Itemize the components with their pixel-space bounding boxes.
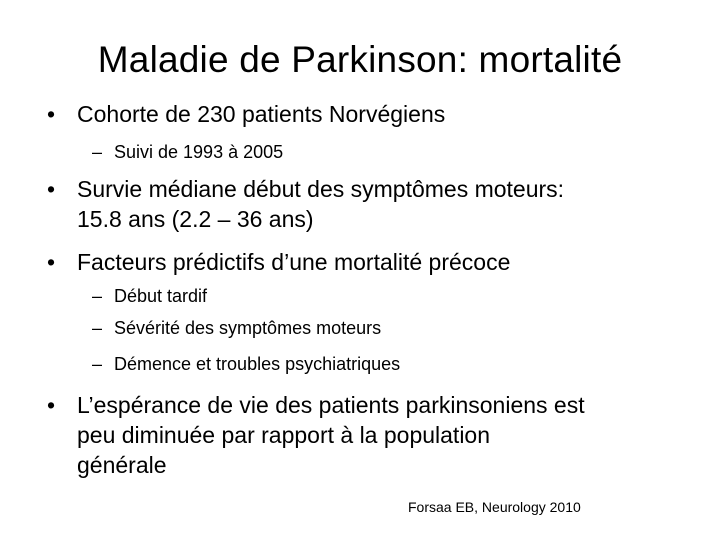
bullet-marker: • [47, 392, 56, 418]
bullet-text: Cohorte de 230 patients Norvégiens [77, 101, 446, 127]
bullet-text-line-2: 15.8 ans (2.2 – 36 ans) [77, 206, 314, 232]
bullet-text-line-2: peu diminuée par rapport à la population [77, 422, 491, 448]
bullet-cohort [47, 99, 445, 129]
subbullet-late-onset [92, 284, 207, 309]
subbullet-marker: – [92, 286, 103, 306]
subbullet-text: Début tardif [114, 286, 208, 306]
subbullet-dementia [92, 352, 400, 377]
subbullet-text: Sévérité des symptômes moteurs [114, 318, 382, 338]
bullet-marker: • [47, 101, 56, 127]
bullet-life-expectancy [47, 390, 585, 480]
subbullet-text: Suivi de 1993 à 2005 [114, 142, 284, 162]
bullet-text-line-1: Survie médiane début des symptômes moteurs: [77, 176, 565, 202]
subbullet-marker: – [92, 354, 103, 374]
bullet-predictive-factors [47, 247, 510, 277]
bullet-marker: • [47, 176, 56, 202]
bullet-text-line-3: générale [77, 452, 167, 478]
citation: Forsaa EB, Neurology 2010 [408, 499, 581, 515]
slide-title: Maladie de Parkinson: mortalité [97, 39, 623, 80]
bullet-median-survival [47, 174, 564, 234]
subbullet-marker: – [92, 142, 103, 162]
subbullet-text: Démence et troubles psychiatriques [114, 354, 401, 374]
bullet-text: Facteurs prédictifs d’une mortalité précoce [77, 249, 511, 275]
bullet-text-line-1: L’espérance de vie des patients parkinsoniens est [77, 392, 585, 418]
subbullet-marker: – [92, 318, 103, 338]
subbullet-motor-severity [92, 316, 381, 341]
subbullet-follow-up [92, 140, 283, 165]
bullet-marker: • [47, 249, 56, 275]
